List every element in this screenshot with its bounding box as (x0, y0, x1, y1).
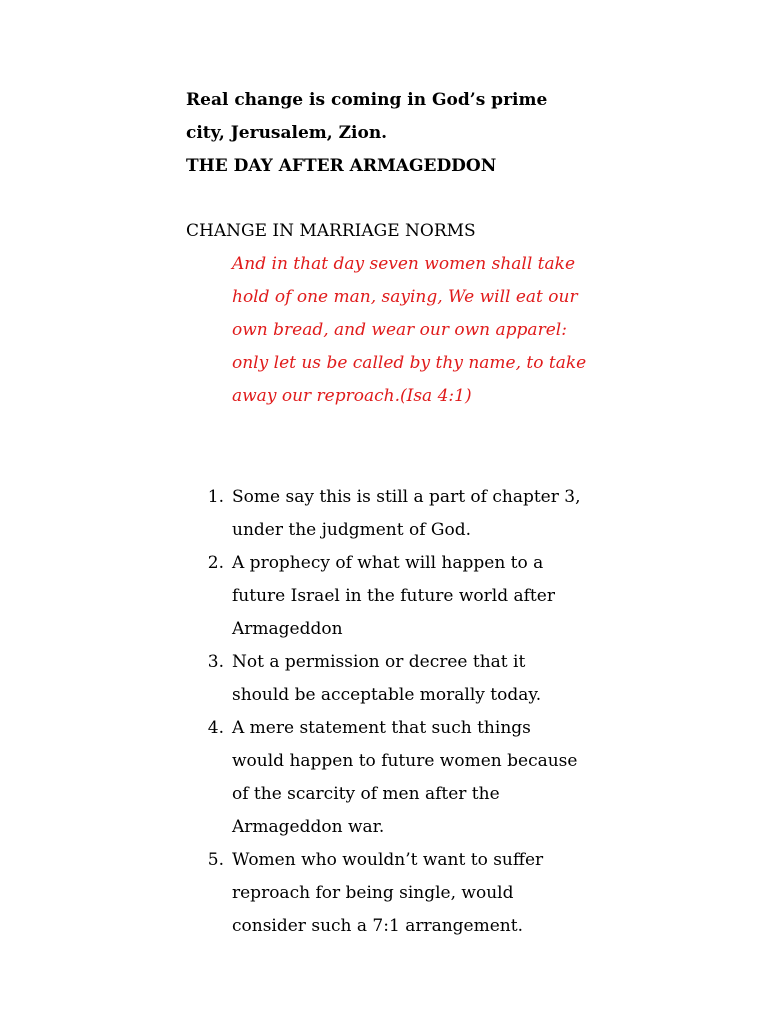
list-item-text: A prophecy of what will happen to a future Israel in the future world after Armageddon (232, 553, 555, 639)
list-item-number: 2. (207, 553, 224, 573)
list-item-number: 4. (207, 718, 224, 738)
list-item-text: Not a permission or decree that it should be acceptable morally today. (232, 652, 542, 705)
list-item-text: Women who wouldn’t want to suffer reproach for being single, would consider such a 7:1 arrangement. (232, 850, 544, 936)
list-item (186, 547, 586, 646)
scripture-quote: And in that day seven women shall take hold of one man, saying, We will eat our own bread, and wear our own apparel: only let us be called by thy name, to take away our reproach.(Isa 4:1) (232, 254, 587, 406)
title-line-2: city, Jerusalem, Zion. (186, 123, 388, 143)
list-item (186, 844, 586, 943)
section-heading: CHANGE IN MARRIAGE NORMS (186, 221, 476, 241)
list-item (186, 481, 586, 547)
list-item-text: A mere statement that such things would happen to future women because of the scarcity of men after the Armageddon war. (232, 718, 578, 837)
document-title (186, 84, 606, 183)
list-item (186, 712, 586, 844)
title-line-1: Real change is coming in God’s prime (186, 90, 548, 110)
list-item-text: Some say this is still a part of chapter 3, under the judgment of God. (232, 487, 581, 540)
list-item-number: 3. (207, 652, 224, 672)
list-item-number: 5. (207, 850, 224, 870)
points-list (186, 481, 586, 943)
list-item (186, 646, 586, 712)
list-item-number: 1. (207, 487, 224, 507)
title-line-3: THE DAY AFTER ARMAGEDDON (186, 156, 497, 176)
